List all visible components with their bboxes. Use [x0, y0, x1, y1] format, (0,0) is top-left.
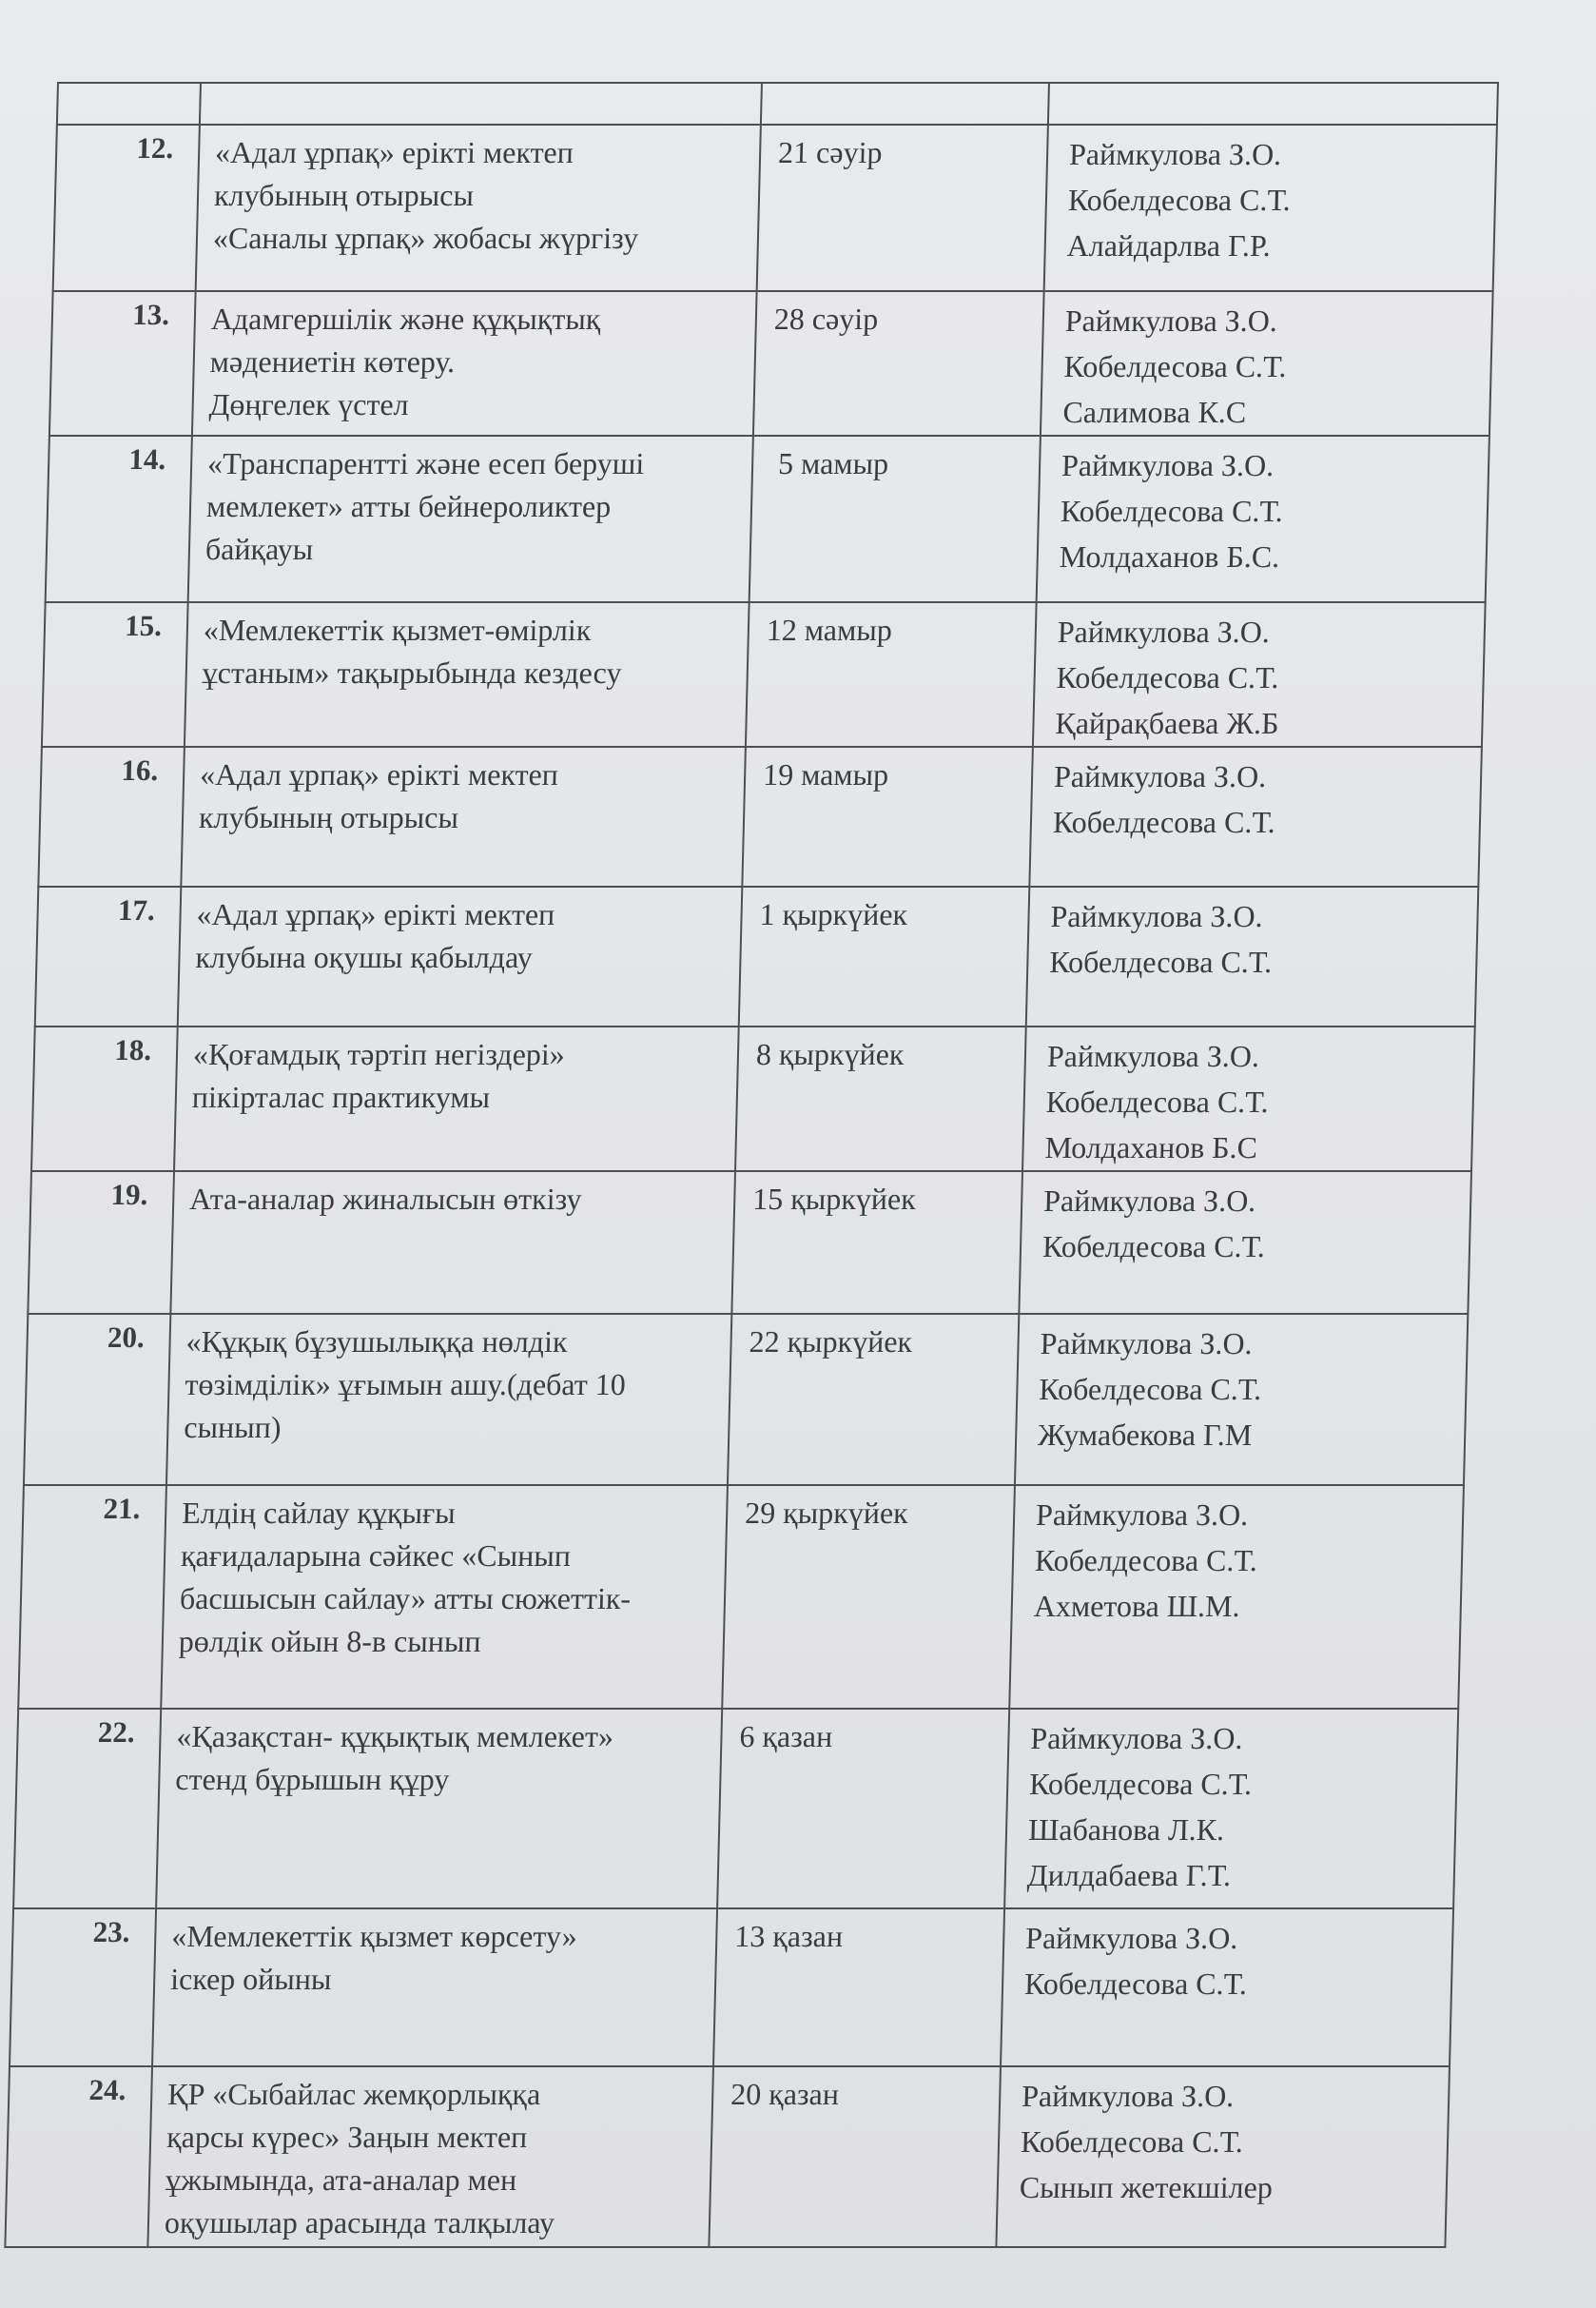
responsible-person: Кобелдесова С.Т. — [1041, 1229, 1266, 1263]
event-description-line: оқушылар арасында талқылау — [164, 2205, 555, 2240]
responsible-person: Кобелдесова С.Т. — [1063, 349, 1287, 383]
table-row — [10, 1908, 1453, 2066]
responsible-person: Молдаханов Б.С — [1044, 1130, 1258, 1164]
table-row — [31, 1027, 1475, 1171]
responsible-persons-cell — [1044, 125, 1497, 291]
responsible-persons-cell — [1019, 1171, 1471, 1314]
responsible-persons-cell — [996, 2066, 1450, 2247]
event-date: 21 сәуір — [757, 125, 1048, 291]
responsible-persons-cell — [1009, 1485, 1464, 1709]
table-row — [46, 436, 1489, 602]
responsible-person: Кобелдесова С.Т. — [1045, 1085, 1270, 1119]
responsible-person: Алайдарлва Г.Р. — [1066, 228, 1272, 263]
responsible-person: Раймкулова З.О. — [1057, 615, 1271, 649]
responsible-person: Кобелдесова С.Т. — [1056, 660, 1279, 694]
event-date: 20 қазан — [709, 2066, 1001, 2247]
event-description-line: мәдениетін көтеру. — [209, 344, 456, 379]
responsible-person: Сынып жетекшілер — [1019, 2170, 1274, 2204]
event-description-cell — [178, 887, 743, 1027]
table-row — [38, 747, 1482, 887]
event-date: 19 мамыр — [742, 747, 1033, 887]
responsible-person: Кобелдесова С.Т. — [1023, 1966, 1248, 2001]
event-date: 15 қыркүйек — [731, 1171, 1022, 1314]
event-description-line: клубына оқушы қабылдау — [195, 940, 534, 974]
header-cell-responsible — [1048, 83, 1498, 125]
event-description-line: «Саналы ұрпақ» жобасы жүргізу — [212, 221, 639, 255]
event-date: 22 қыркүйек — [728, 1314, 1019, 1485]
event-description-cell — [147, 2066, 713, 2247]
event-description-line: стенд бұрышын құру — [174, 1762, 450, 1796]
responsible-person: Молдаханов Б.С. — [1059, 539, 1280, 574]
event-description-cell — [188, 436, 753, 602]
table-row — [18, 1485, 1464, 1709]
event-description-line: «Адал ұрпақ» ерікті мектеп — [196, 897, 555, 931]
responsible-person: Кобелдесова С.Т. — [1060, 494, 1284, 528]
responsible-person: Раймкулова З.О. — [1024, 1921, 1238, 1955]
event-description-cell — [170, 1171, 735, 1314]
table-row — [53, 125, 1497, 291]
table-row — [35, 887, 1479, 1027]
event-date: 5 мамыр — [749, 436, 1041, 602]
event-date: 28 сәуір — [753, 291, 1044, 436]
event-description-line: «Мемлекеттік қызмет-өмірлік — [203, 613, 592, 647]
table-row — [49, 291, 1493, 436]
event-description-line: іскер ойыны — [169, 1962, 333, 1996]
event-date: 29 қыркүйек — [722, 1485, 1015, 1709]
responsible-person: Жумабекова Г.М — [1037, 1418, 1253, 1452]
responsible-person: Кобелдесова С.Т. — [1067, 183, 1292, 217]
responsible-persons-cell — [1015, 1314, 1468, 1485]
responsible-person: Кобелдесова С.Т. — [1048, 945, 1273, 979]
row-number: 19. — [28, 1171, 174, 1314]
row-number: 12. — [53, 125, 200, 291]
event-description-line: Дөңгелек үстел — [208, 387, 410, 421]
event-description-line: қағидаларына сәйкес «Сынып — [180, 1538, 572, 1573]
event-description-line: «Құқық бұзушылыққа нөлдік — [185, 1324, 568, 1359]
event-description-line: «Мемлекеттік қызмет көрсету» — [170, 1919, 578, 1953]
row-number: 23. — [10, 1908, 156, 2066]
responsible-persons-cell — [1004, 1709, 1458, 1908]
responsible-person: Раймкулова З.О. — [1035, 1497, 1249, 1532]
event-description-cell — [181, 747, 746, 887]
event-description-cell — [161, 1485, 728, 1709]
events-table-body — [5, 83, 1498, 2247]
event-date: 1 қыркүйек — [739, 887, 1030, 1027]
event-description-line: клубының отырысы — [198, 800, 459, 834]
event-description-line: ұстаным» тақырыбында кездесу — [202, 655, 622, 690]
event-description-cell — [156, 1709, 722, 1908]
event-description-line: клубының отырысы — [213, 178, 475, 212]
event-description-cell — [166, 1314, 731, 1485]
event-description-line: «Транспарентті және есеп беруші — [206, 446, 645, 480]
event-description-line: Елдің сайлау құқығы — [181, 1496, 457, 1530]
event-description-cell — [174, 1027, 739, 1171]
events-table — [4, 82, 1499, 2248]
row-number: 22. — [13, 1709, 161, 1908]
responsible-person: Раймкулова З.О. — [1042, 1183, 1256, 1218]
event-date: 12 мамыр — [746, 602, 1037, 747]
responsible-person: Қайрақбаева Ж.Б — [1055, 706, 1280, 740]
event-description-line: басшысын сайлау» атты сюжеттік- — [179, 1581, 632, 1615]
event-description-line: «Адал ұрпақ» ерікті мектеп — [214, 135, 574, 169]
responsible-person: Раймкулова З.О. — [1021, 2079, 1235, 2113]
header-cell-date — [761, 83, 1049, 125]
table-header-row — [57, 83, 1498, 125]
event-description-line: ҚР «Сыбайлас жемқорлыққа — [166, 2077, 541, 2111]
event-description-cell — [185, 602, 749, 747]
row-number: 15. — [42, 602, 188, 747]
table-row — [42, 602, 1486, 747]
responsible-person: Ахметова Ш.М. — [1033, 1589, 1241, 1623]
event-description-line: ұжымында, ата-аналар мен — [165, 2162, 517, 2197]
responsible-person: Раймкулова З.О. — [1068, 137, 1282, 171]
event-description-line: «Қазақстан- құқықтық мемлекет» — [176, 1719, 614, 1753]
responsible-person: Раймкулова З.О. — [1053, 759, 1267, 793]
responsible-person: Раймкулова З.О. — [1040, 1326, 1254, 1360]
row-number: 20. — [24, 1314, 170, 1485]
event-description-cell — [196, 125, 761, 291]
event-description-line: «Адал ұрпақ» ерікті мектеп — [199, 757, 559, 792]
responsible-person: Раймкулова З.О. — [1064, 303, 1278, 338]
responsible-persons-cell — [1029, 747, 1482, 887]
responsible-person: Раймкулова З.О. — [1046, 1039, 1260, 1073]
responsible-person: Раймкулова З.О. — [1061, 448, 1275, 482]
responsible-person: Раймкулова З.О. — [1050, 899, 1264, 933]
event-date: 6 қазан — [717, 1709, 1009, 1908]
row-number: 16. — [38, 747, 185, 887]
event-description-cell — [192, 291, 757, 436]
event-description-line: «Қоғамдық тәртіп негіздері» — [192, 1037, 566, 1071]
responsible-person: Кобелдесова С.Т. — [1034, 1543, 1258, 1577]
table-row — [13, 1709, 1458, 1908]
header-cell-event — [200, 83, 762, 125]
event-description-line: пікірталас практикумы — [191, 1080, 491, 1114]
responsible-person: Кобелдесова С.Т. — [1028, 1767, 1253, 1801]
row-number: 18. — [31, 1027, 178, 1171]
event-description-line: сынып) — [184, 1410, 282, 1444]
table-row — [24, 1314, 1468, 1485]
row-number: 21. — [18, 1485, 166, 1709]
responsible-persons-cell — [1022, 1027, 1475, 1171]
event-description-line: қарсы күрес» Заңын мектеп — [165, 2120, 528, 2154]
row-number: 13. — [49, 291, 196, 436]
event-date: 13 қазан — [713, 1908, 1004, 2066]
responsible-person: Салимова К.С — [1062, 395, 1247, 429]
event-description-line: төзімділік» ұғымын ашу.(дебат 10 — [185, 1367, 627, 1401]
responsible-person: Кобелдесова С.Т. — [1052, 805, 1276, 839]
responsible-persons-cell — [1041, 291, 1493, 436]
responsible-persons-cell — [1033, 602, 1486, 747]
responsible-person: Кобелдесова С.Т. — [1038, 1372, 1262, 1406]
event-date: 8 қыркүйек — [735, 1027, 1026, 1171]
row-number: 14. — [46, 436, 192, 602]
table-row — [5, 2066, 1450, 2247]
responsible-person: Кобелдесова С.Т. — [1020, 2124, 1244, 2159]
responsible-person: Дилдабаева Г.Т. — [1026, 1858, 1232, 1892]
row-number: 17. — [35, 887, 182, 1027]
responsible-persons-cell — [1037, 436, 1489, 602]
responsible-persons-cell — [1001, 1908, 1453, 2066]
header-cell-number — [57, 83, 201, 125]
event-description-line: Ата-аналар жиналысын өткізу — [188, 1182, 583, 1216]
responsible-persons-cell — [1026, 887, 1479, 1027]
row-number: 24. — [5, 2066, 152, 2247]
event-description-cell — [152, 1908, 717, 2066]
responsible-person: Шабанова Л.К. — [1027, 1812, 1225, 1847]
table-row — [28, 1171, 1471, 1314]
event-description-line: Адамгершілік және құқықтық — [210, 302, 601, 336]
event-description-line: мемлекет» атты бейнероликтер — [205, 489, 612, 523]
event-description-line: рөлдік ойын 8-в сынып — [178, 1624, 482, 1658]
responsible-person: Раймкулова З.О. — [1030, 1721, 1243, 1755]
event-description-line: байқауы — [204, 532, 314, 566]
